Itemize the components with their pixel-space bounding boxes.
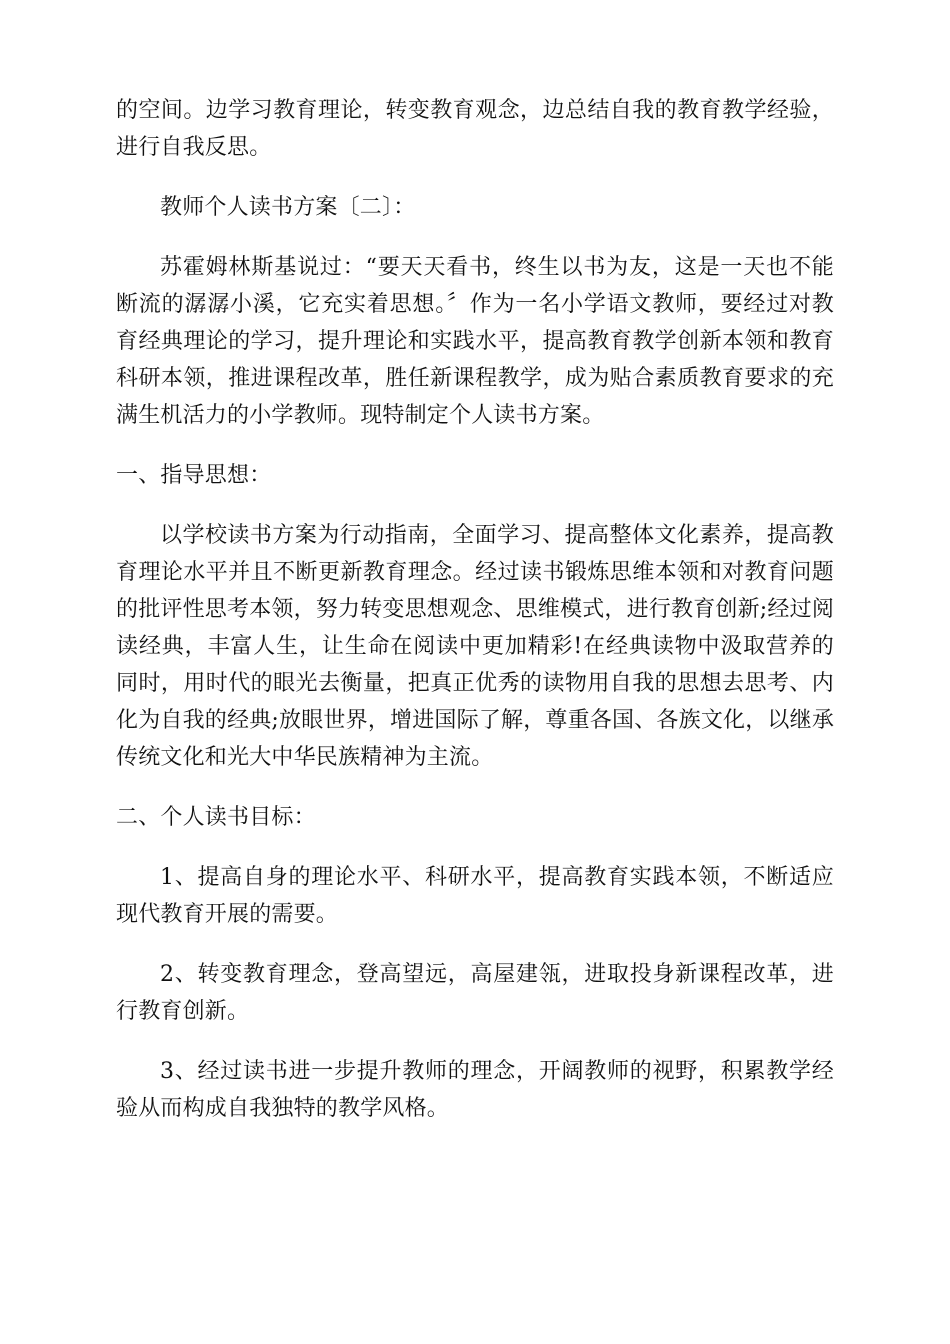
document-body: [116, 92, 834, 1150]
paragraph-continuation: 的空间。边学习教育理论，转变教育观念，边总结自我的教育教学经验，进行自我反思。: [116, 98, 834, 160]
list-item-goal-1: 1、提高自身的理论水平、科研水平，提高教育实践本领，不断适应现代教育开展的需要。: [116, 865, 834, 927]
list-item-goal-2: 2、转变教育理念，登高望远，高屋建瓴，进取投身新课程改革，进行教育创新。: [116, 962, 834, 1024]
paragraph-intro: 苏霍姆林斯基说过：“要天天看书，终生以书为友，这是一天也不能断流的潺潺小溪，它充实着思想。〞作为一名小学语文教师，要经过对教育经典理论的学习，提升理论和实践水平，提高教育教学创新本领和教育科研本领，推进课程改革，胜任新课程教学，成为贴合素质教育要求的充满生机活力的小学教师。现特制定个人读书方案。: [116, 255, 834, 428]
heading-reading-goals: 二、个人读书目标：: [116, 805, 316, 830]
list-item-goal-3: 3、经过读书进一步提升教师的理念，开阔教师的视野，积累教学经验从而构成自我独特的教学风格。: [116, 1059, 834, 1121]
paragraph-guiding-thought: 以学校读书方案为行动指南，全面学习、提高整体文化素养，提高教育理论水平并且不断更新教育理念。经过读书锻炼思维本领和对教育问题的批评性思考本领，努力转变思想观念、思维模式，进行教育创新;经过阅读经典，丰富人生，让生命在阅读中更加精彩!在经典读物中汲取营养的同时，用时代的眼光去衡量，把真正优秀的读物用自我的思想去思考、内化为自我的经典;放眼世界，增进国际了解，尊重各国、各族文化，以继承传统文化和光大中华民族精神为主流。: [116, 523, 835, 770]
section-title: 教师个人读书方案〔二〕：: [160, 195, 416, 220]
heading-guiding-thought: 一、指导思想：: [116, 463, 272, 488]
